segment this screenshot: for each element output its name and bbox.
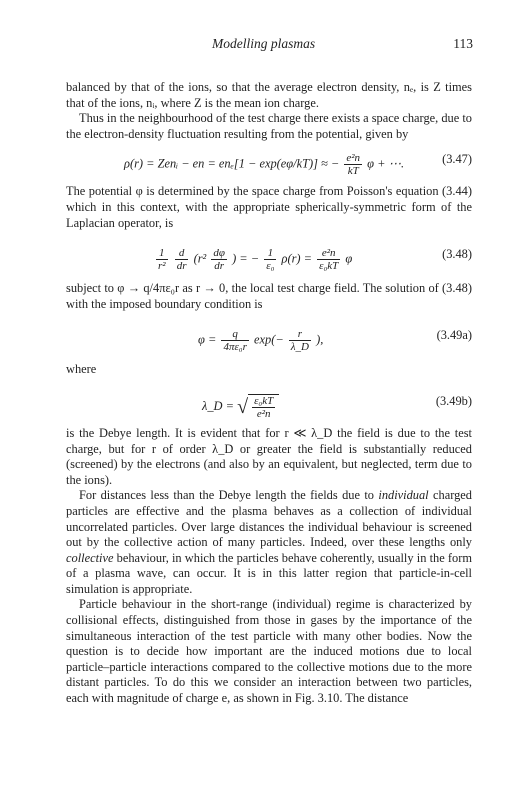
equation-3-48: $\frac{1}{\text{r²}}$ $\frac{d}{dr}$ (r² $\frac{d\varphi}{dr}$ ) = − $\frac{1}{\text{ε₀}}$ ρ(r) = $\frac{\text{e²n}}{\text{ε₀kT}}$ φ (3.48) [158, 247, 472, 273]
paragraph-1: balanced by that of the ions, so that the average electron density, nₑ, is Z times that of the ions, nᵢ, where Z is the mean ion charge. [66, 80, 472, 110]
page-number: 113 [453, 36, 473, 51]
eq347-rhs: φ + ⋯. [367, 156, 405, 171]
equation-3-49a: φ = $\frac{q}{\text{4πε₀r}}$ exp(− $\frac{r}{\lambda\_D}$ ), (3.49a) [198, 328, 472, 354]
paragraph-4: subject to φ → q/4πε₀r as r → 0, the local test charge field. The solution of (3.48) with the imposed boundary condition is [66, 281, 472, 311]
equation-number: (3.49b) [435, 393, 472, 408]
equation-number: (3.48) [442, 247, 472, 262]
paragraph-3: The potential φ is determined by the space charge from Poisson's equation (3.44) which in this context, with the appropriate spherically-symmetric form of the Laplacian operator, is [66, 184, 472, 230]
eq347-lhs: ρ(r) = Zenᵢ − en = enₑ[1 − exp(eφ/kT)] ≈ − [124, 156, 340, 171]
body-text [66, 80, 472, 707]
square-root-sign: √ [237, 395, 249, 418]
running-title: Modelling plasmas [212, 36, 316, 51]
paragraph-2: Thus in the neighbourhood of the test charge there exists a space charge, due to the electron-density fluctuation resulting from the potential, given by [66, 111, 472, 141]
paragraph-6: For distances less than the Debye length the fields due to individual charged particles are effective and the plasma behaves as a collection of individual uncorrelated particles. Over large distances the individual behaviour is screened out by the collective action of many particles. Indeed, over these lengths only collective behaviour, in which the particles behave coherently, usually in the form of a plasma wave, can occur. It is in this latter region that particle-in-cell simulation is appropriate. [66, 488, 472, 596]
equation-number: (3.47) [442, 152, 472, 167]
paragraph-5: is the Debye length. It is evident that for r ≪ λ_D the field is due to the test charge, but for r of order λ_D or greater the field is substantially reduced (screened) by the electrons (and also by an equivalent, but neglected, term due to the ions). [66, 425, 472, 487]
equation-3-49b: λ_D = √ $\frac{\text{ε₀kT}}{\text{e²n}}$ (3.49b) [202, 393, 472, 420]
paragraph-7: Particle behaviour in the short-range (individual) regime is characterized by collisional effects, distinguished from those in gases by the importance of the simultaneous interaction of the test particle with many other bodies. Now the question is to decide how important are the induced motions due to local particle–particle interactions compared to the collective motions due to the more distant particles. To do this we consider an interaction between two particles, each with magnitude of charge e, as shown in Fig. 3.10. The distance [66, 597, 472, 706]
where-label: where [66, 362, 97, 377]
eq347-fraction: $\frac{\text{e²n}}{kT}$ [346, 152, 361, 178]
equation-3-47 [66, 144, 472, 182]
equation-number: (3.49a) [436, 328, 472, 343]
page-header [66, 36, 473, 56]
